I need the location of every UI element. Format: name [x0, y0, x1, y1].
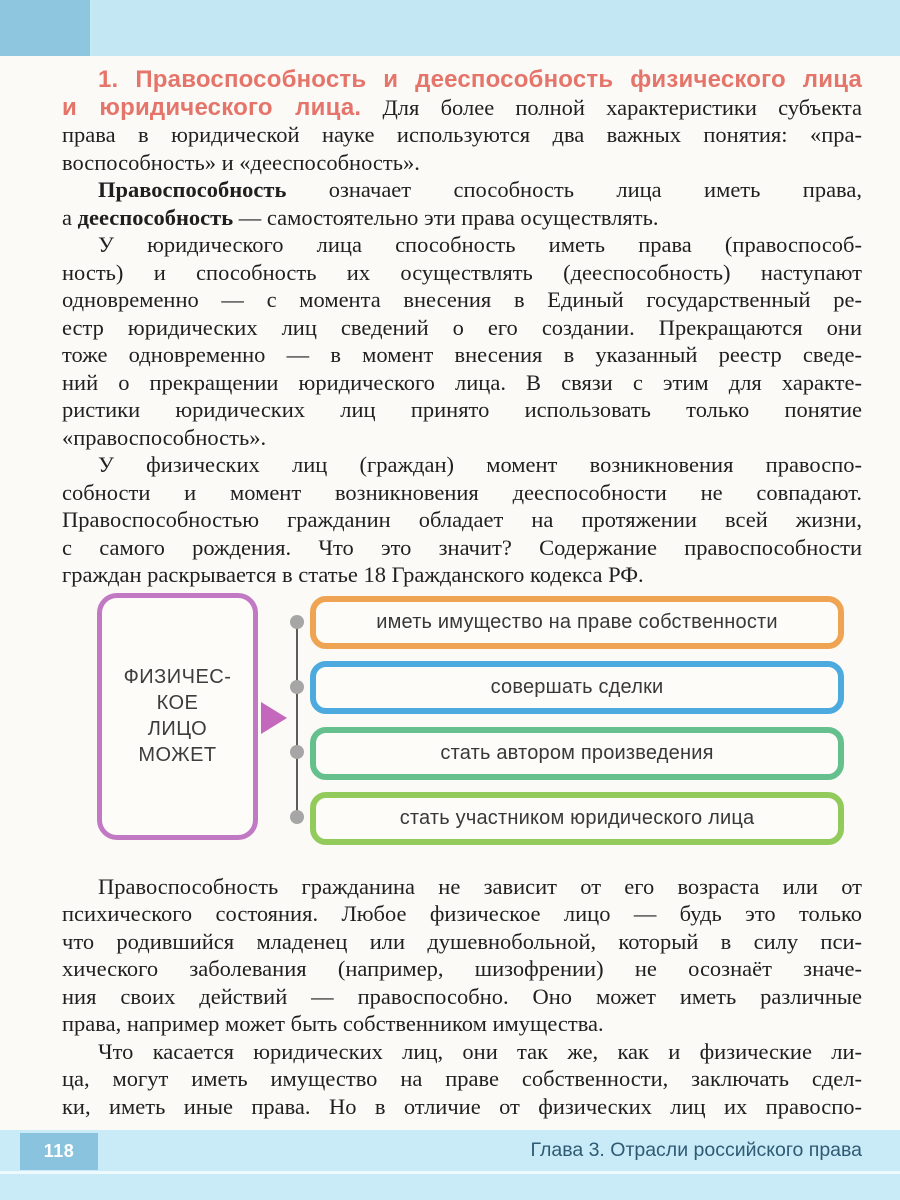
top-band [0, 0, 900, 56]
text-line: ки, иметь иные права. Но в отличие от физических лиц их правоспо- [62, 1093, 862, 1119]
text-line: психического состояния. Любое физическое лицо — будь это только [62, 901, 862, 926]
text-line: граждан раскрывается в статье 18 Гражданского кодекса РФ. [62, 562, 644, 587]
text-line: «правоспособность». [62, 424, 267, 450]
text-line: ний о прекращении юридического лица. В связи с этим для характе- [62, 369, 862, 395]
page-number-badge: 118 [20, 1133, 98, 1170]
paragraph [62, 873, 862, 1038]
text-line: 1. Правоспособность и дееспособность физического лица [98, 66, 862, 93]
text-line: ния своих действий — правоспособно. Оно может иметь различные [62, 983, 862, 1009]
text-line: Правоспособностью гражданин обладает на протяжении всей жизни, [62, 507, 862, 532]
connector-rail [296, 622, 298, 818]
text-line: с самого рождения. Что это значит? Содержание правоспособности [62, 534, 862, 560]
text-line: тоже одновременно — в момент внесения в указанный реестр сведе- [62, 342, 862, 367]
capability-item [310, 792, 844, 845]
subject-label: ФИЗИЧЕС- КОЕ ЛИЦО МОЖЕТ [123, 666, 232, 766]
bullet-dot-icon [290, 810, 304, 824]
text-line: собности и момент возникновения дееспособности не совпадают. [62, 479, 862, 505]
text-line: ность) и способность их осуществлять (дееспособность) наступают [62, 259, 862, 285]
subject-box [97, 593, 258, 840]
capability-label: иметь имущество на праве собственности [376, 610, 778, 633]
bullet-dot-icon [290, 615, 304, 629]
legal-capacity-diagram [62, 589, 862, 847]
text-line: У физических лиц (граждан) момент возникновения правоспо- [98, 452, 862, 477]
text-line: а дееспособность — самостоятельно эти права осуществлять. [62, 204, 659, 230]
text-line: хического заболевания (например, шизофрении) не осознаёт значе- [62, 956, 862, 981]
text-line: Что касается юридических лиц, они так же, как и физические ли- [98, 1038, 862, 1064]
capability-label: стать автором произведения [440, 741, 714, 764]
capability-item [310, 661, 844, 714]
text-line: Правоспособность гражданина не зависит от его возраста или от [98, 873, 862, 899]
paragraph [62, 231, 862, 451]
footer-divider [0, 1171, 900, 1174]
footer [0, 1130, 900, 1200]
right-arrow-icon [261, 702, 287, 734]
bullet-dot-icon [290, 680, 304, 694]
text-line: ристики юридических лиц принято использовать только понятие [62, 397, 862, 422]
paragraph [62, 451, 862, 589]
text-line: Правоспособность означает способность лица иметь права, [98, 177, 862, 202]
text-line: и юридического лица. Для более полной характеристики субъекта [62, 93, 863, 121]
capability-label: совершать сделки [490, 676, 664, 699]
body-text-bottom [62, 873, 862, 1121]
page-content [62, 56, 862, 1120]
paragraph [62, 176, 862, 231]
text-line: У юридического лица способность иметь права (правоспособ- [98, 232, 862, 257]
capability-list [310, 596, 844, 858]
capability-item [310, 596, 844, 649]
text-line: одновременно — с момента внесения в Единый государственный ре- [62, 287, 862, 312]
text-line: ца, могут иметь имущество на праве собственности, заключать сдел- [62, 1066, 862, 1091]
text-line: воспособность» и «дееспособность». [62, 149, 420, 175]
text-line: права в юридической науке используются два важных понятия: «пра- [62, 122, 862, 147]
capability-label: стать участником юридического лица [399, 807, 755, 830]
capability-item [310, 727, 844, 780]
paragraph [62, 1038, 862, 1121]
paragraph [62, 66, 862, 176]
footer-chapter-title: Глава 3. Отрасли российского права [530, 1139, 862, 1161]
top-corner-accent [0, 0, 90, 56]
text-line: что родившийся младенец или душевнобольной, который в силу пси- [62, 928, 862, 954]
body-text-top [62, 66, 862, 589]
text-line: естр юридических лиц сведений о его создании. Прекращаются они [62, 314, 862, 340]
bullet-dot-icon [290, 745, 304, 759]
text-line: права, например может быть собственником имущества. [62, 1011, 604, 1036]
